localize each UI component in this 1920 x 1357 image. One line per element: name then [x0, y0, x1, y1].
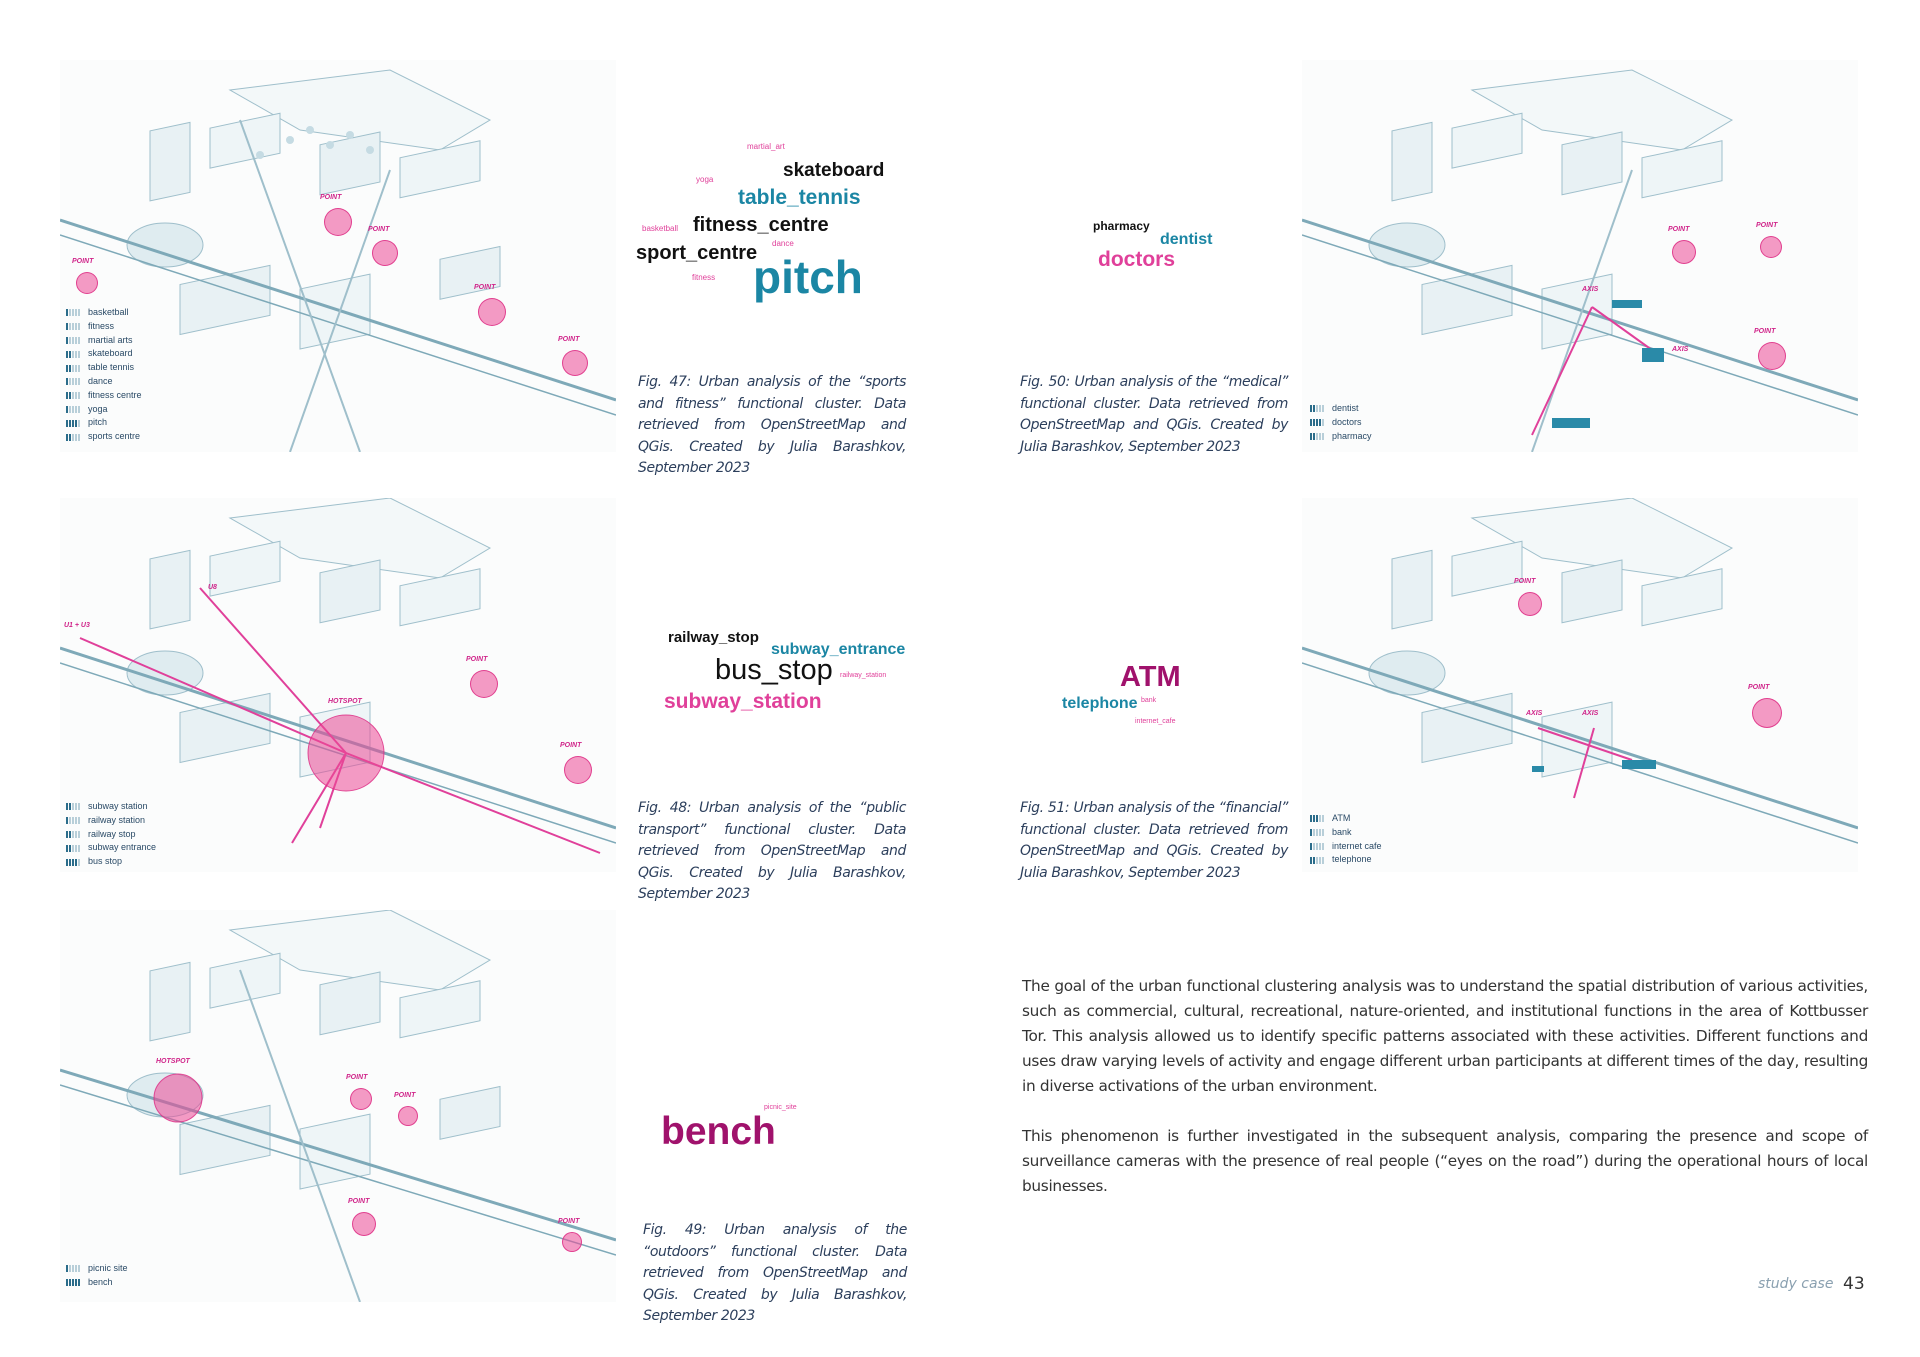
- fig50-marker-label-2: POINT: [1756, 222, 1778, 229]
- fig47-word-dance: dance: [772, 239, 794, 248]
- fig50-legend-bars-icon: [1310, 419, 1324, 426]
- fig51-legend-bars-icon: [1310, 843, 1324, 850]
- fig51-marker-label-4: AXIS: [1582, 710, 1599, 717]
- fig50-marker-dot: [1672, 240, 1696, 264]
- fig48-legend-item: [66, 814, 156, 828]
- fig51-legend-item: [1310, 812, 1382, 826]
- fig47-marker-label-1: POINT: [72, 258, 94, 265]
- fig47-legend-bars-icon: [66, 309, 80, 316]
- fig47-word-sport-centre: sport_centre: [636, 242, 758, 264]
- fig51-marker-dot: [1752, 698, 1782, 728]
- fig47-legend: [66, 306, 142, 444]
- fig49-marker-dot: [562, 1232, 582, 1252]
- fig50-marker-label-5: AXIS: [1672, 346, 1689, 353]
- fig47-marker-dot: [324, 208, 352, 236]
- fig50-legend-item: [1310, 430, 1372, 444]
- fig48-legend-item: [66, 828, 156, 842]
- fig50-legend-label: dentist: [1332, 403, 1359, 413]
- fig51-map-drawing: [1302, 498, 1858, 872]
- fig49-marker-label-4: POINT: [348, 1198, 370, 1205]
- fig48-caption: Fig. 48: Urban analysis of the “public transport” functional cluster. Data retrieved from OpenStreetMap and QGis. Created by Julia Barashkov, September 2023: [638, 800, 906, 902]
- fig48-legend-bars-icon: [66, 803, 80, 810]
- fig47-legend-item: [66, 347, 142, 361]
- fig50-legend: [1310, 402, 1372, 443]
- fig48-legend-item: [66, 855, 156, 869]
- fig50-legend-item: [1310, 416, 1372, 430]
- fig47-marker-label-2: POINT: [320, 194, 342, 201]
- fig49-legend-bars-icon: [66, 1265, 80, 1272]
- fig48-legend-label: bus stop: [88, 856, 123, 867]
- fig51-marker-label-3: AXIS: [1526, 710, 1543, 717]
- fig47-legend-item: [66, 416, 142, 430]
- fig51-caption: Fig. 51: Urban analysis of the “financial” functional cluster. Data retrieved from OpenStreetMap and QGis. Created by Julia Barashkov, September 2023: [1020, 800, 1288, 881]
- fig50-marker-label-4: AXIS: [1582, 286, 1599, 293]
- fig47-legend-bars-icon: [66, 420, 80, 427]
- fig50-legend-label: pharmacy: [1332, 430, 1372, 441]
- fig51-word-bank: bank: [1141, 697, 1157, 704]
- fig47-legend-label: skateboard: [88, 348, 133, 359]
- fig47-word-yoga: yoga: [696, 175, 714, 184]
- footer-section-label: study case: [1758, 1276, 1834, 1292]
- fig51-word-atm: ATM: [1120, 661, 1181, 693]
- fig49-marker-dot: [350, 1088, 372, 1110]
- fig48-marker-dot: [470, 670, 498, 698]
- fig48-legend-bars-icon: [66, 817, 80, 824]
- fig47-marker-dot: [76, 272, 98, 294]
- fig51-legend-item: [1310, 840, 1382, 854]
- fig48-legend-item: [66, 800, 156, 814]
- fig47-legend-bars-icon: [66, 406, 80, 413]
- fig51-legend-item: [1310, 853, 1382, 867]
- fig47-legend-label: fitness centre: [88, 389, 142, 400]
- fig47-legend-bars-icon: [66, 392, 80, 399]
- fig51-word-telephone: telephone: [1062, 695, 1138, 712]
- fig47-map-drawing: [60, 60, 616, 452]
- fig48-legend-bars-icon: [66, 831, 80, 838]
- fig48-word-railway-stop: railway_stop: [668, 629, 759, 646]
- fig48-word-bus-stop: bus_stop: [715, 654, 833, 686]
- fig47-legend-label: basketball: [88, 307, 129, 317]
- fig48-legend-label: subway station: [88, 801, 148, 811]
- fig47-word-pitch: pitch: [753, 251, 863, 303]
- fig49-caption: Fig. 49: Urban analysis of the “outdoors” functional cluster. Data retrieved from OpenStreetMap and QGis. Created by Julia Barashkov, September 2023: [643, 1222, 907, 1324]
- fig50-legend-bars-icon: [1310, 433, 1324, 440]
- fig47-legend-label: pitch: [88, 417, 108, 428]
- fig50-marker-label-3: POINT: [1754, 328, 1776, 335]
- fig48-legend-bars-icon: [66, 859, 80, 866]
- fig47-legend-bars-icon: [66, 323, 80, 330]
- fig47-legend-item: [66, 375, 142, 389]
- fig50-word-doctors: doctors: [1098, 248, 1176, 271]
- fig47-legend-label: yoga: [88, 403, 108, 414]
- fig47-word-fitness: fitness: [692, 273, 716, 282]
- fig47-marker-dot: [478, 298, 506, 326]
- fig50-map: [1302, 60, 1858, 452]
- fig50-word-pharmacy: pharmacy: [1093, 219, 1150, 233]
- fig48-marker-label-3: HOTSPOT: [328, 698, 362, 705]
- fig47-legend-label: sports centre: [88, 431, 141, 442]
- fig48-legend-bars-icon: [66, 845, 80, 852]
- fig51-map: [1302, 498, 1858, 872]
- fig47-legend-label: table tennis: [88, 362, 135, 373]
- fig47-legend-label: martial arts: [88, 334, 133, 345]
- fig50-legend-label: doctors: [1332, 416, 1362, 427]
- fig47-legend-bars-icon: [66, 365, 80, 372]
- fig48-marker-dot: [564, 756, 592, 784]
- fig49-legend-bars-icon: [66, 1279, 80, 1286]
- fig49-map-drawing: [60, 910, 616, 1302]
- fig50-marker-dot: [1760, 236, 1782, 258]
- fig47-marker-label-5: POINT: [558, 336, 580, 343]
- fig51-legend-bars-icon: [1310, 815, 1324, 822]
- fig47-legend-bars-icon: [66, 434, 80, 441]
- fig49-marker-label-2: POINT: [346, 1074, 368, 1081]
- fig48-legend-label: subway entrance: [88, 842, 157, 853]
- fig51-word-internet-cafe: internet_cafe: [1135, 718, 1176, 725]
- fig50-marker-label-1: POINT: [1668, 226, 1690, 233]
- fig48-marker-label-2: U1 + U3: [64, 622, 90, 629]
- fig47-word-basketball: basketball: [642, 224, 679, 233]
- fig50-caption: Fig. 50: Urban analysis of the “medical” functional cluster. Data retrieved from OpenStreetMap and QGis. Created by Julia Barashkov, September 2023: [1020, 374, 1288, 455]
- fig51-marker-label-1: POINT: [1514, 578, 1536, 585]
- fig50-legend-bars-icon: [1310, 405, 1324, 412]
- fig47-legend-item: [66, 320, 142, 334]
- fig51-legend-label: bank: [1332, 826, 1352, 837]
- fig47-legend-item: [66, 306, 142, 320]
- body-paragraph-2: This phenomenon is further investigated in the subsequent analysis, comparing the presence and scope of surveillance cameras with the presence of real people (“eyes on the road”) during the operational hours of local businesses.: [1022, 1127, 1868, 1195]
- fig51-marker-dot: [1518, 592, 1542, 616]
- fig47-map: [60, 60, 616, 452]
- fig49-legend-item: [66, 1276, 128, 1290]
- fig49-legend-label: bench: [88, 1276, 113, 1287]
- page-number: 43: [1843, 1274, 1865, 1294]
- fig48-word-subway-station: subway_station: [664, 690, 822, 713]
- fig47-word-martial-art: martial_art: [747, 142, 785, 151]
- fig50-marker-dot: [1758, 342, 1786, 370]
- fig49-legend: [66, 1262, 128, 1290]
- fig49-marker-label-5: POINT: [558, 1218, 580, 1225]
- fig47-marker-label-4: POINT: [474, 284, 496, 291]
- fig49-word-picnic-site: picnic_site: [764, 1104, 797, 1111]
- fig49-marker-label-1: HOTSPOT: [156, 1058, 190, 1065]
- fig47-caption: Fig. 47: Urban analysis of the “sports and fitness” functional cluster. Data retrieved from OpenStreetMap and QGis. Created by Julia Barashkov, September 2023: [638, 374, 906, 476]
- fig47-marker-label-3: POINT: [368, 226, 390, 233]
- fig47-marker-dot: [372, 240, 398, 266]
- fig49-marker-dot: [352, 1212, 376, 1236]
- fig51-legend: [1310, 812, 1382, 867]
- fig47-word-skateboard: skateboard: [783, 160, 885, 181]
- fig51-legend-bars-icon: [1310, 829, 1324, 836]
- body-paragraph-1: The goal of the urban functional clustering analysis was to understand the spatial distribution of various activities, such as commercial, cultural, recreational, nature-oriented, and institutional functions in the area of Kottbusser Tor. This analysis allowed us to identify specific patterns associated with these activities. Different functions and uses draw varying levels of activity and engage different urban participants at different times of the day, resulting in diverse activations of the urban environment.: [1022, 977, 1868, 1095]
- fig47-legend-bars-icon: [66, 378, 80, 385]
- fig47-word-table-tennis: table_tennis: [738, 186, 861, 209]
- fig49-legend-label: picnic site: [88, 1263, 128, 1273]
- fig47-word-fitness-centre: fitness_centre: [693, 214, 829, 236]
- fig47-legend-item: [66, 403, 142, 417]
- fig49-marker-dot: [398, 1106, 418, 1126]
- fig50-word-dentist: dentist: [1160, 231, 1213, 248]
- fig47-legend-bars-icon: [66, 351, 80, 358]
- fig49-word-bench: bench: [661, 1110, 776, 1153]
- fig48-word-subway-entrance: subway_entrance: [771, 641, 906, 658]
- fig48-marker-label-4: POINT: [466, 656, 488, 663]
- fig47-legend-label: dance: [88, 375, 113, 386]
- fig48-word-railway-station: railway_station: [840, 672, 887, 679]
- fig47-legend-item: [66, 361, 142, 375]
- fig49-map: [60, 910, 616, 1302]
- fig47-legend-bars-icon: [66, 337, 80, 344]
- fig51-legend-bars-icon: [1310, 857, 1324, 864]
- fig51-legend-label: internet cafe: [1332, 840, 1382, 851]
- fig51-legend-label: ATM: [1332, 813, 1351, 823]
- fig47-marker-dot: [562, 350, 588, 376]
- fig51-legend-item: [1310, 826, 1382, 840]
- fig49-marker-label-3: POINT: [394, 1092, 416, 1099]
- fig48-legend: [66, 800, 156, 869]
- fig51-marker-label-2: POINT: [1748, 684, 1770, 691]
- fig47-legend-label: fitness: [88, 320, 115, 331]
- fig51-legend-label: telephone: [1332, 854, 1372, 865]
- fig48-marker-label-1: U8: [208, 584, 217, 591]
- fig47-legend-item: [66, 430, 142, 444]
- fig48-map: [60, 498, 616, 872]
- fig48-marker-label-5: POINT: [560, 742, 582, 749]
- fig49-legend-item: [66, 1262, 128, 1276]
- fig50-legend-item: [1310, 402, 1372, 416]
- fig47-legend-item: [66, 389, 142, 403]
- fig48-legend-item: [66, 841, 156, 855]
- fig48-legend-label: railway stop: [88, 828, 136, 839]
- fig47-legend-item: [66, 334, 142, 348]
- fig48-legend-label: railway station: [88, 814, 146, 825]
